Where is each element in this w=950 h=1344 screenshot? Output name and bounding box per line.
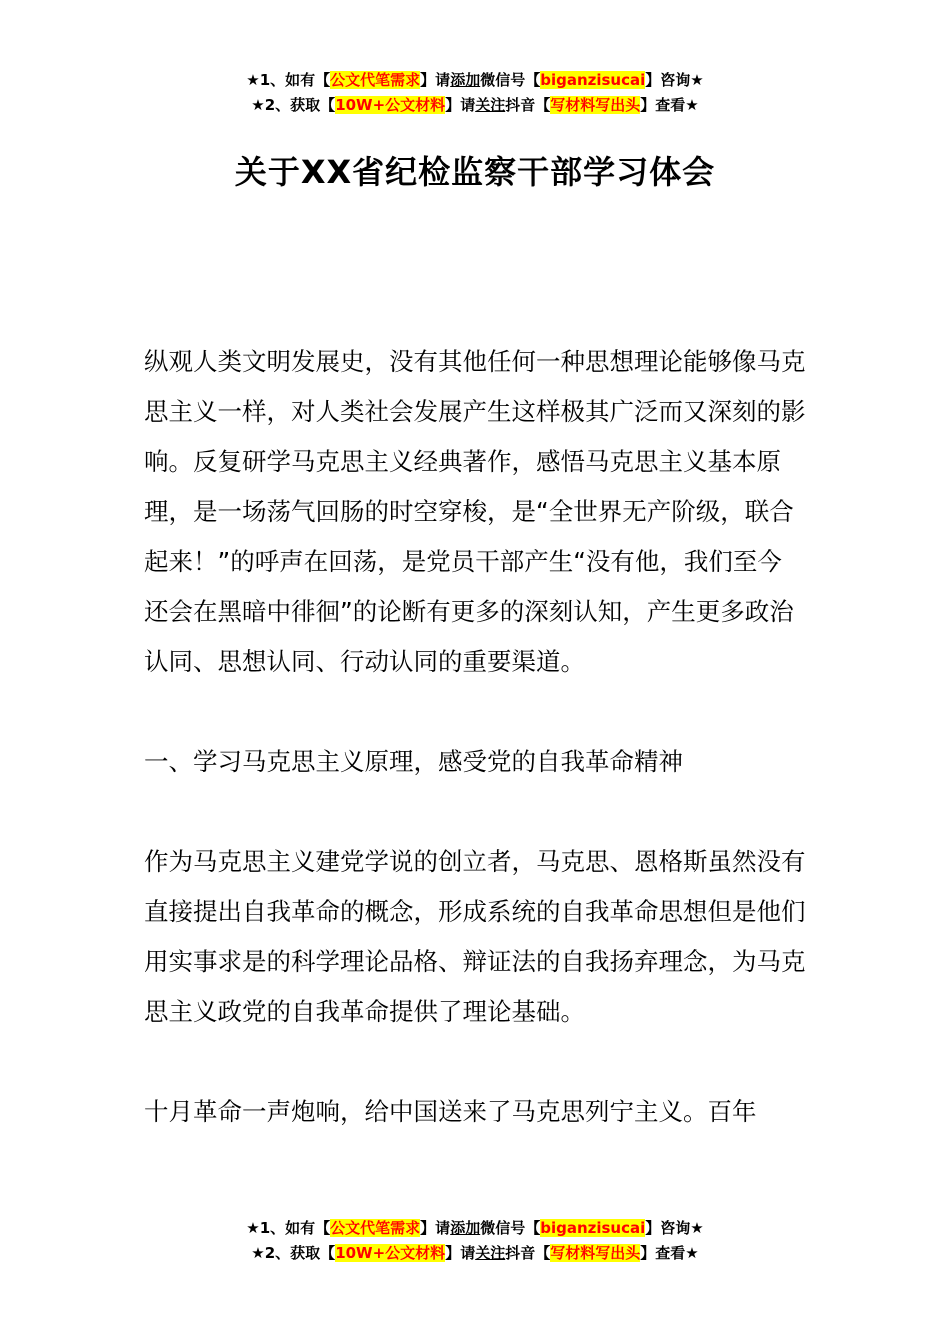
promo-emphasis: 添加 (450, 1219, 481, 1237)
promo-text: 】请 (445, 1244, 476, 1262)
promo-highlight: 公文代笔需求 (330, 1219, 421, 1237)
promo-text: 抖音【 (505, 1244, 551, 1262)
promo-text: 微信号【 (480, 71, 541, 89)
body-paragraph: 十月革命一声炮响，给中国送来了马克思列宁主义。百年 (144, 1097, 757, 1126)
promo-highlight: 10W+公文材料 (335, 1244, 446, 1262)
promo-wechat-id: biganzisucai (540, 1219, 646, 1237)
promo-text: 】咨询★ (645, 1219, 704, 1237)
promo-text: 】咨询★ (645, 71, 704, 89)
promo-text: 】请 (420, 1219, 451, 1237)
document-title: 关于XX省纪检监察干部学习体会 (234, 153, 716, 191)
promo-text: 抖音【 (505, 96, 551, 114)
promo-text: 微信号【 (480, 1219, 541, 1237)
promo-emphasis: 关注 (475, 1244, 506, 1262)
promo-text: 】查看★ (640, 96, 699, 114)
section-heading: 一、学习马克思主义原理，感受党的自我革命精神 (144, 747, 683, 776)
body-paragraph: 纵观人类文明发展史，没有其他任何一种思想理论能够像马克思主义一样，对人类社会发展产生这样极其广泛而又深刻的影响。反复研学马克思主义经典著作，感悟马克思主义基本原理，是一场荡气回肠的时空穿梭，是“全世界无产阶级，联合起来！”的呼声在回荡，是党员干部产生“没有他，我们至今还会在黑暗中徘徊”的论断有更多的深刻认知，产生更多政治认同、思想认同、行动认同的重要渠道。 (144, 347, 806, 676)
promo-line-2 (0, 93, 950, 118)
promo-emphasis: 关注 (475, 96, 506, 114)
promo-highlight: 公文代笔需求 (330, 71, 421, 89)
promo-text: 】请 (445, 96, 476, 114)
promo-line-2 (0, 1241, 950, 1266)
promo-wechat-id: biganzisucai (540, 71, 646, 89)
promo-banner-top (0, 68, 950, 118)
promo-text: 】请 (420, 71, 451, 89)
promo-douyin-account: 写材料写出头 (550, 96, 641, 114)
promo-text: 】查看★ (640, 1244, 699, 1262)
promo-text: ★2、获取【 (251, 96, 336, 114)
document-body (144, 337, 806, 1137)
promo-line-1 (0, 68, 950, 93)
promo-banner-bottom (0, 1216, 950, 1266)
promo-text: ★2、获取【 (251, 1244, 336, 1262)
promo-douyin-account: 写材料写出头 (550, 1244, 641, 1262)
promo-text: ★1、如有【 (246, 71, 331, 89)
promo-highlight: 10W+公文材料 (335, 96, 446, 114)
promo-text: ★1、如有【 (246, 1219, 331, 1237)
promo-emphasis: 添加 (450, 71, 481, 89)
promo-line-1 (0, 1216, 950, 1241)
body-paragraph: 作为马克思主义建党学说的创立者，马克思、恩格斯虽然没有直接提出自我革命的概念，形成系统的自我革命思想但是他们用实事求是的科学理论品格、辩证法的自我扬弃理念，为马克思主义政党的自我革命提供了理论基础。 (144, 847, 806, 1026)
